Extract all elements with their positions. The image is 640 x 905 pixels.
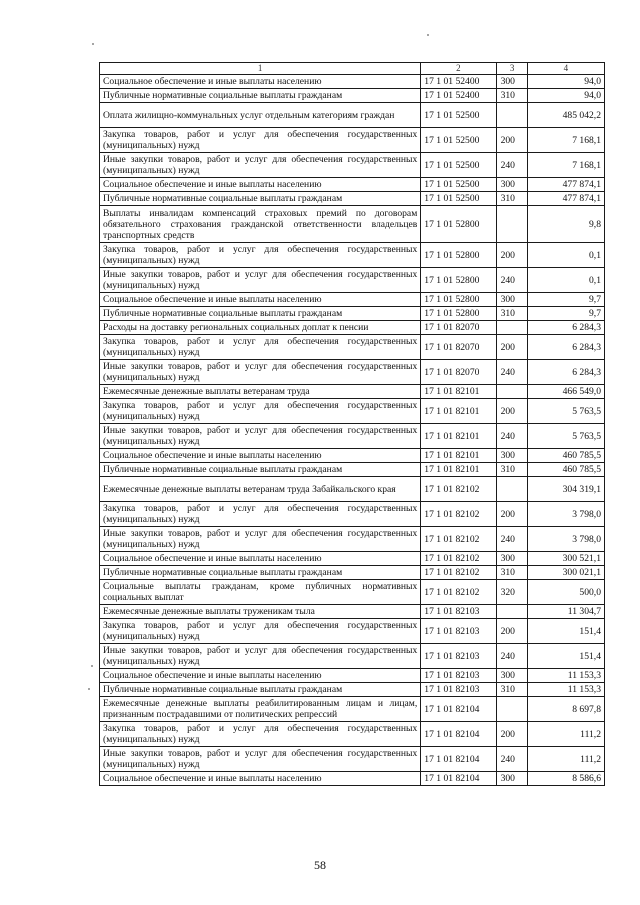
row-code-cell: 17 1 01 82101: [421, 424, 496, 449]
table-row: [100, 772, 605, 786]
table-row: [100, 103, 605, 128]
row-type-cell: 240: [496, 527, 527, 552]
row-amount-cell: 485 042,2: [527, 103, 604, 128]
row-code-cell: 17 1 01 82102: [421, 527, 496, 552]
row-type-cell: 200: [496, 619, 527, 644]
row-name-cell: Социальное обеспечение и иные выплаты населению: [100, 772, 421, 786]
header-cell-code: 2: [421, 63, 496, 75]
row-name-cell: Закупка товаров, работ и услуг для обеспечения государственных (муниципальных) нужд: [100, 722, 421, 747]
row-code-cell: 17 1 01 52800: [421, 293, 496, 307]
row-type-cell: [496, 103, 527, 128]
budget-table: [99, 62, 605, 786]
row-type-cell: 320: [496, 580, 527, 605]
row-amount-cell: 477 874,1: [527, 178, 604, 192]
row-name-cell: Закупка товаров, работ и услуг для обеспечения государственных (муниципальных) нужд: [100, 502, 421, 527]
row-amount-cell: 5 763,5: [527, 424, 604, 449]
table-row: [100, 697, 605, 722]
row-amount-cell: 7 168,1: [527, 153, 604, 178]
row-name-cell: Иные закупки товаров, работ и услуг для обеспечения государственных (муниципальных) нужд: [100, 747, 421, 772]
table-row: [100, 527, 605, 552]
table-row: [100, 75, 605, 89]
row-name-cell: Публичные нормативные социальные выплаты гражданам: [100, 683, 421, 697]
row-code-cell: 17 1 01 82070: [421, 335, 496, 360]
row-amount-cell: 300 021,1: [527, 566, 604, 580]
table-row: [100, 463, 605, 477]
row-name-cell: Социальное обеспечение и иные выплаты населению: [100, 552, 421, 566]
row-type-cell: 310: [496, 683, 527, 697]
row-code-cell: 17 1 01 52800: [421, 307, 496, 321]
row-amount-cell: 500,0: [527, 580, 604, 605]
row-type-cell: [496, 477, 527, 502]
row-code-cell: 17 1 01 82104: [421, 747, 496, 772]
row-type-cell: 200: [496, 335, 527, 360]
row-code-cell: 17 1 01 82104: [421, 772, 496, 786]
table-row: [100, 477, 605, 502]
row-amount-cell: 94,0: [527, 75, 604, 89]
row-name-cell: Оплата жилищно-коммунальных услуг отдельным категориям граждан: [100, 103, 421, 128]
row-type-cell: 310: [496, 463, 527, 477]
row-name-cell: Иные закупки товаров, работ и услуг для обеспечения государственных (муниципальных) нужд: [100, 153, 421, 178]
row-code-cell: 17 1 01 82101: [421, 385, 496, 399]
row-name-cell: Социальное обеспечение и иные выплаты населению: [100, 669, 421, 683]
row-amount-cell: 94,0: [527, 89, 604, 103]
row-code-cell: 17 1 01 52800: [421, 243, 496, 268]
row-code-cell: 17 1 01 52400: [421, 89, 496, 103]
row-type-cell: 200: [496, 502, 527, 527]
row-amount-cell: 8 697,8: [527, 697, 604, 722]
row-name-cell: Социальное обеспечение и иные выплаты населению: [100, 75, 421, 89]
row-name-cell: Иные закупки товаров, работ и услуг для обеспечения государственных (муниципальных) нужд: [100, 268, 421, 293]
row-amount-cell: 6 284,3: [527, 360, 604, 385]
row-name-cell: Публичные нормативные социальные выплаты гражданам: [100, 89, 421, 103]
table-row: [100, 399, 605, 424]
table-row: [100, 293, 605, 307]
row-code-cell: 17 1 01 82103: [421, 683, 496, 697]
header-cell-type: 3: [496, 63, 527, 75]
table-row: [100, 153, 605, 178]
row-code-cell: 17 1 01 52800: [421, 206, 496, 243]
row-amount-cell: 0,1: [527, 243, 604, 268]
row-amount-cell: 0,1: [527, 268, 604, 293]
row-code-cell: 17 1 01 82103: [421, 644, 496, 669]
row-amount-cell: 466 549,0: [527, 385, 604, 399]
row-amount-cell: 9,8: [527, 206, 604, 243]
row-type-cell: 300: [496, 75, 527, 89]
row-type-cell: 240: [496, 644, 527, 669]
row-type-cell: [496, 697, 527, 722]
row-code-cell: 17 1 01 82104: [421, 697, 496, 722]
row-name-cell: Ежемесячные денежные выплаты ветеранам труда: [100, 385, 421, 399]
row-amount-cell: 3 798,0: [527, 527, 604, 552]
row-type-cell: [496, 385, 527, 399]
table-row: [100, 502, 605, 527]
row-amount-cell: 151,4: [527, 619, 604, 644]
row-amount-cell: 477 874,1: [527, 192, 604, 206]
row-code-cell: 17 1 01 82103: [421, 619, 496, 644]
scan-speck: [427, 34, 429, 36]
scan-speck: [92, 43, 94, 45]
row-amount-cell: 8 586,6: [527, 772, 604, 786]
row-type-cell: 240: [496, 268, 527, 293]
row-amount-cell: 9,7: [527, 293, 604, 307]
table-row: [100, 449, 605, 463]
row-amount-cell: 3 798,0: [527, 502, 604, 527]
table-row: [100, 552, 605, 566]
row-code-cell: 17 1 01 52800: [421, 268, 496, 293]
row-type-cell: 310: [496, 89, 527, 103]
row-name-cell: Закупка товаров, работ и услуг для обеспечения государственных (муниципальных) нужд: [100, 619, 421, 644]
row-name-cell: Закупка товаров, работ и услуг для обеспечения государственных (муниципальных) нужд: [100, 335, 421, 360]
row-name-cell: Иные закупки товаров, работ и услуг для обеспечения государственных (муниципальных) нужд: [100, 644, 421, 669]
row-name-cell: Иные закупки товаров, работ и услуг для обеспечения государственных (муниципальных) нужд: [100, 527, 421, 552]
row-type-cell: 200: [496, 722, 527, 747]
row-type-cell: 310: [496, 192, 527, 206]
row-code-cell: 17 1 01 82104: [421, 722, 496, 747]
row-type-cell: [496, 321, 527, 335]
row-code-cell: 17 1 01 82070: [421, 321, 496, 335]
row-type-cell: 240: [496, 153, 527, 178]
row-type-cell: 300: [496, 293, 527, 307]
table-row: [100, 268, 605, 293]
table-row: [100, 566, 605, 580]
table-row: [100, 644, 605, 669]
row-name-cell: Расходы на доставку региональных социальных доплат к пенсии: [100, 321, 421, 335]
row-code-cell: 17 1 01 82102: [421, 580, 496, 605]
row-name-cell: Иные закупки товаров, работ и услуг для обеспечения государственных (муниципальных) нужд: [100, 424, 421, 449]
row-code-cell: 17 1 01 82102: [421, 566, 496, 580]
row-amount-cell: 7 168,1: [527, 128, 604, 153]
row-amount-cell: 6 284,3: [527, 335, 604, 360]
table-row: [100, 89, 605, 103]
row-code-cell: 17 1 01 52400: [421, 75, 496, 89]
table-row: [100, 669, 605, 683]
row-amount-cell: 304 319,1: [527, 477, 604, 502]
row-name-cell: Публичные нормативные социальные выплаты гражданам: [100, 463, 421, 477]
table-row: [100, 128, 605, 153]
row-amount-cell: 460 785,5: [527, 463, 604, 477]
row-name-cell: Закупка товаров, работ и услуг для обеспечения государственных (муниципальных) нужд: [100, 243, 421, 268]
row-code-cell: 17 1 01 82102: [421, 502, 496, 527]
row-name-cell: Публичные нормативные социальные выплаты гражданам: [100, 192, 421, 206]
table-body: [100, 63, 605, 786]
scan-speck: [91, 665, 93, 667]
row-type-cell: 300: [496, 669, 527, 683]
row-name-cell: Социальное обеспечение и иные выплаты населению: [100, 178, 421, 192]
table-row: [100, 192, 605, 206]
row-amount-cell: 11 304,7: [527, 605, 604, 619]
table-row: [100, 360, 605, 385]
row-type-cell: 200: [496, 243, 527, 268]
table-row: [100, 619, 605, 644]
row-amount-cell: 11 153,3: [527, 683, 604, 697]
table-row: [100, 580, 605, 605]
row-amount-cell: 5 763,5: [527, 399, 604, 424]
row-amount-cell: 111,2: [527, 747, 604, 772]
row-name-cell: Выплаты инвалидам компенсаций страховых премий по договорам обязательного страхования гражданской ответственности владельцев транспортных средств: [100, 206, 421, 243]
scan-speck: [88, 688, 90, 690]
row-code-cell: 17 1 01 52500: [421, 128, 496, 153]
table-header-row: [100, 63, 605, 75]
row-type-cell: [496, 605, 527, 619]
row-code-cell: 17 1 01 82101: [421, 449, 496, 463]
row-type-cell: 240: [496, 424, 527, 449]
row-amount-cell: 11 153,3: [527, 669, 604, 683]
row-code-cell: 17 1 01 52500: [421, 178, 496, 192]
row-code-cell: 17 1 01 82101: [421, 463, 496, 477]
row-name-cell: Социальное обеспечение и иные выплаты населению: [100, 449, 421, 463]
table-row: [100, 335, 605, 360]
table-row: [100, 206, 605, 243]
row-name-cell: Иные закупки товаров, работ и услуг для обеспечения государственных (муниципальных) нужд: [100, 360, 421, 385]
row-amount-cell: 111,2: [527, 722, 604, 747]
header-cell-name: 1: [100, 63, 421, 75]
table-row: [100, 683, 605, 697]
row-type-cell: 300: [496, 772, 527, 786]
row-amount-cell: 6 284,3: [527, 321, 604, 335]
table-row: [100, 385, 605, 399]
table-row: [100, 307, 605, 321]
row-code-cell: 17 1 01 82070: [421, 360, 496, 385]
row-type-cell: 300: [496, 449, 527, 463]
row-type-cell: [496, 206, 527, 243]
row-code-cell: 17 1 01 82103: [421, 605, 496, 619]
table-row: [100, 747, 605, 772]
table-row: [100, 178, 605, 192]
row-name-cell: Ежемесячные денежные выплаты ветеранам труда Забайкальского края: [100, 477, 421, 502]
table-row: [100, 424, 605, 449]
row-type-cell: 310: [496, 307, 527, 321]
row-type-cell: 200: [496, 128, 527, 153]
table-row: [100, 722, 605, 747]
row-type-cell: 240: [496, 747, 527, 772]
row-type-cell: 200: [496, 399, 527, 424]
row-name-cell: Ежемесячные денежные выплаты труженикам тыла: [100, 605, 421, 619]
row-name-cell: Публичные нормативные социальные выплаты гражданам: [100, 566, 421, 580]
row-code-cell: 17 1 01 82103: [421, 669, 496, 683]
row-name-cell: Публичные нормативные социальные выплаты гражданам: [100, 307, 421, 321]
row-name-cell: Социальные выплаты гражданам, кроме публичных нормативных социальных выплат: [100, 580, 421, 605]
row-name-cell: Социальное обеспечение и иные выплаты населению: [100, 293, 421, 307]
row-amount-cell: 9,7: [527, 307, 604, 321]
row-name-cell: Закупка товаров, работ и услуг для обеспечения государственных (муниципальных) нужд: [100, 128, 421, 153]
row-code-cell: 17 1 01 82102: [421, 477, 496, 502]
row-code-cell: 17 1 01 52500: [421, 192, 496, 206]
row-code-cell: 17 1 01 52500: [421, 103, 496, 128]
row-type-cell: 300: [496, 552, 527, 566]
row-code-cell: 17 1 01 82101: [421, 399, 496, 424]
table-row: [100, 321, 605, 335]
row-code-cell: 17 1 01 82102: [421, 552, 496, 566]
row-name-cell: Закупка товаров, работ и услуг для обеспечения государственных (муниципальных) нужд: [100, 399, 421, 424]
row-amount-cell: 460 785,5: [527, 449, 604, 463]
row-type-cell: 310: [496, 566, 527, 580]
row-amount-cell: 151,4: [527, 644, 604, 669]
row-type-cell: 300: [496, 178, 527, 192]
row-name-cell: Ежемесячные денежные выплаты реабилитированным лицам и лицам, признанным пострадавшими от политических репрессий: [100, 697, 421, 722]
page-number: 58: [314, 858, 326, 872]
table-row: [100, 243, 605, 268]
table-row: [100, 605, 605, 619]
header-cell-amount: 4: [527, 63, 604, 75]
row-amount-cell: 300 521,1: [527, 552, 604, 566]
row-code-cell: 17 1 01 52500: [421, 153, 496, 178]
row-type-cell: 240: [496, 360, 527, 385]
